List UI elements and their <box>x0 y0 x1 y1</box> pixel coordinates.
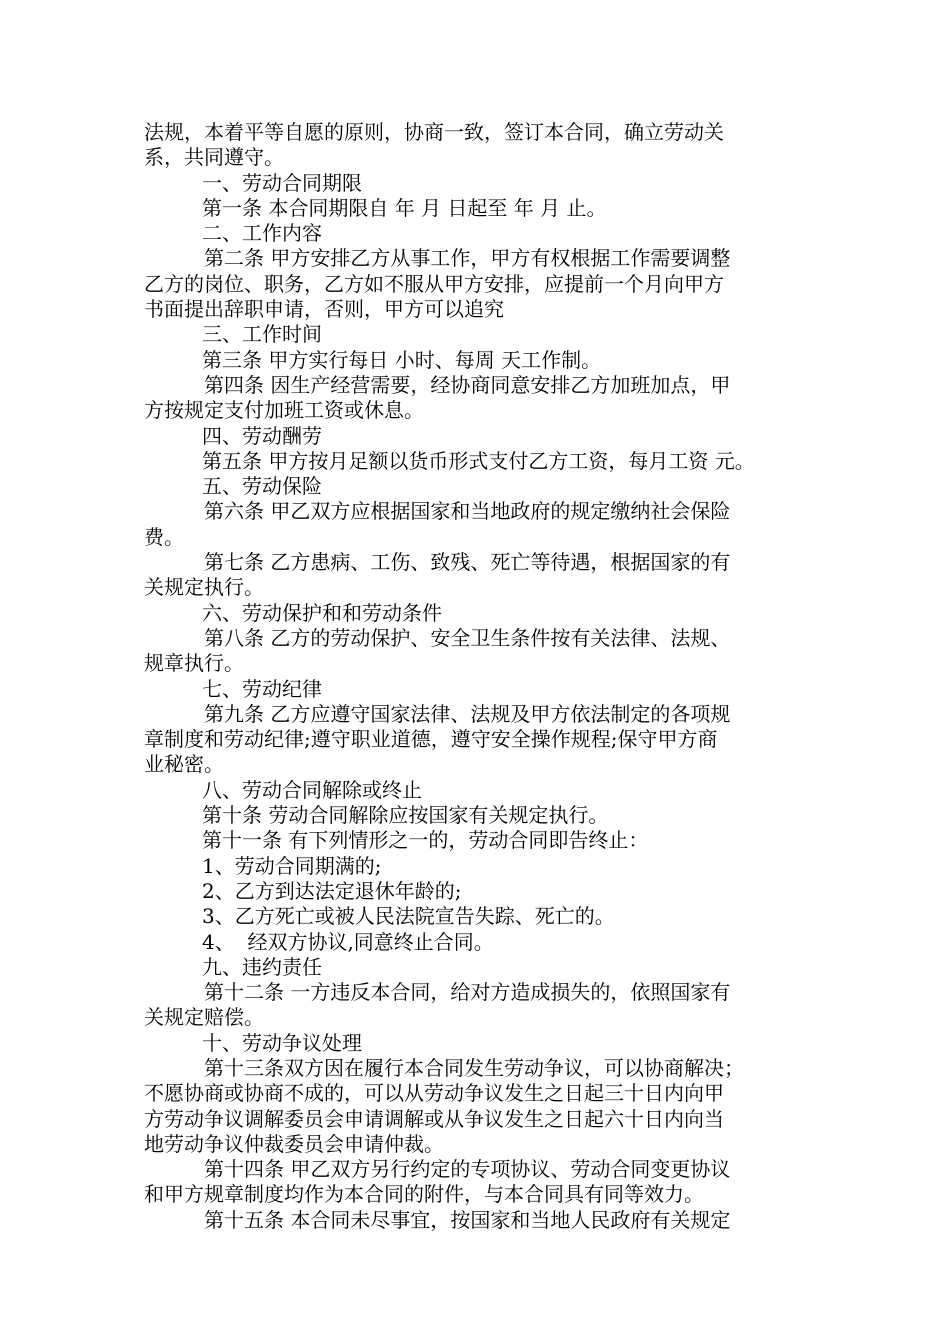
text-line: 第二条 甲方安排乙方从事工作，甲方有权根据工作需要调整 <box>204 246 731 271</box>
text-line: 关规定赔偿。 <box>144 1005 264 1030</box>
text-line: 地劳动争议仲裁委员会申请仲裁。 <box>144 1131 444 1156</box>
text-line: 书面提出辞职申请，否则，甲方可以追究 <box>144 297 504 322</box>
text-line: 方劳动争议调解委员会申请调解或从争议发生之日起六十日内向当 <box>144 1106 724 1131</box>
text-line: 第七条 乙方患病、工伤、致残、死亡等待遇，根据国家的有 <box>204 550 731 575</box>
text-line: 4、 经双方协议,同意终止合同。 <box>202 929 494 954</box>
text-line: 第一条 本合同期限自 年 月 日起至 年 月 止。 <box>202 195 607 220</box>
text-line: 费。 <box>144 524 184 549</box>
text-line: 1、劳动合同期满的; <box>202 853 382 878</box>
text-line: 第十二条 一方违反本合同，给对方造成损失的，依照国家有 <box>204 980 731 1005</box>
text-line: 第九条 乙方应遵守国家法律、法规及甲方依法制定的各项规 <box>204 701 731 726</box>
text-line: 方按规定支付加班工资或休息。 <box>144 398 424 423</box>
text-line: 第十五条 本合同未尽事宜，按国家和当地人民政府有关规定 <box>204 1207 731 1232</box>
text-line: 四、劳动酬劳 <box>202 423 322 448</box>
text-line: 2、乙方到达法定退休年龄的; <box>202 878 462 903</box>
text-line: 3、乙方死亡或被人民法院宣告失踪、死亡的。 <box>202 904 615 929</box>
text-line: 一、劳动合同期限 <box>202 170 362 195</box>
text-line: 乙方的岗位、职务，乙方如不服从甲方安排，应提前一个月向甲方 <box>144 271 724 296</box>
text-line: 第十条 劳动合同解除应按国家有关规定执行。 <box>202 803 609 828</box>
text-line: 第三条 甲方实行每日 小时、每周 天工作制。 <box>202 347 602 372</box>
text-line: 规章执行。 <box>144 651 244 676</box>
text-line: 第六条 甲乙双方应根据国家和当地政府的规定缴纳社会保险 <box>204 499 731 524</box>
text-line: 八、劳动合同解除或终止 <box>202 777 422 802</box>
text-line: 十、劳动争议处理 <box>202 1030 362 1055</box>
text-line: 第八条 乙方的劳动保护、安全卫生条件按有关法律、法规、 <box>204 625 731 650</box>
text-line: 业秘密。 <box>144 752 224 777</box>
text-line: 七、劳动纪律 <box>202 676 322 701</box>
document-body <box>144 120 814 1233</box>
text-line: 系，共同遵守。 <box>144 145 284 170</box>
text-line: 第十一条 有下列情形之一的，劳动合同即告终止： <box>202 828 649 853</box>
text-line: 二、工作内容 <box>202 221 322 246</box>
text-line: 五、劳动保险 <box>202 474 322 499</box>
text-line: 章制度和劳动纪律;遵守职业道德，遵守安全操作规程;保守甲方商 <box>144 727 718 752</box>
text-line: 关规定执行。 <box>144 575 264 600</box>
text-line: 不愿协商或协商不成的，可以从劳动争议发生之日起三十日内向甲 <box>144 1081 724 1106</box>
text-line: 法规，本着平等自愿的原则，协商一致，签订本合同，确立劳动关 <box>144 120 724 144</box>
text-line: 三、工作时间 <box>202 322 322 347</box>
text-line: 第十三条双方因在履行本合同发生劳动争议，可以协商解决； <box>204 1055 744 1080</box>
text-line: 和甲方规章制度均作为本合同的附件，与本合同具有同等效力。 <box>144 1182 704 1207</box>
text-line: 六、劳动保护和和劳动条件 <box>202 600 442 625</box>
text-line: 九、违约责任 <box>202 954 322 979</box>
text-line: 第五条 甲方按月足额以货币形式支付乙方工资，每月工资 元。 <box>202 448 755 473</box>
text-line: 第十四条 甲乙双方另行约定的专项协议、劳动合同变更协议 <box>204 1157 731 1182</box>
text-line: 第四条 因生产经营需要，经协商同意安排乙方加班加点，甲 <box>204 372 731 397</box>
